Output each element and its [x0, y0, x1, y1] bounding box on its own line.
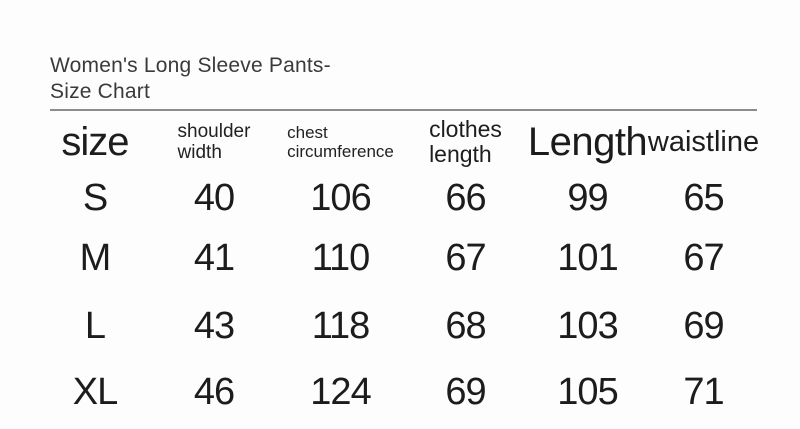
row-s-size-label: S	[82, 176, 108, 219]
row-xl-length: 105	[557, 370, 618, 413]
row-xl-size-label: XL	[72, 370, 118, 413]
column-header-clothes-length-line-1: clothes	[429, 116, 502, 142]
column-header-chest-circumference-line-2: circumference	[287, 142, 394, 161]
column-header-clothes-length	[403, 111, 528, 173]
row-s-length: 99	[567, 176, 608, 219]
row-m-length: 101	[557, 236, 618, 279]
column-header-length	[528, 111, 647, 173]
column-header-shoulder-width	[150, 111, 278, 173]
column-header-waistline	[647, 111, 760, 173]
column-header-clothes-length-line-2: length	[429, 141, 492, 167]
row-xl-waistline: 71	[683, 370, 724, 413]
column-header-shoulder-width-line-1: shoulder	[177, 121, 251, 142]
column-header-size-label: size	[61, 119, 129, 164]
row-l-size-label: L	[84, 304, 106, 347]
column-header-chest-circumference-line-1: chest	[287, 123, 328, 142]
column-header-size	[40, 111, 150, 173]
page-title-line-1: Women's Long Sleeve Pants-	[50, 54, 331, 77]
column-header-chest-circumference	[278, 111, 403, 173]
column-header-waistline-label: waistline	[647, 125, 760, 158]
row-m-size-label: M	[79, 236, 111, 279]
page-title-line-2: Size Chart	[50, 80, 151, 103]
row-l-chest-circumference: 118	[311, 304, 370, 347]
column-header-shoulder-width-line-2: width	[177, 142, 222, 163]
row-s-shoulder-width: 40	[193, 176, 235, 219]
row-l-waistline: 69	[683, 304, 724, 347]
page-title	[50, 53, 331, 105]
row-l-length: 103	[557, 304, 618, 347]
row-l-shoulder-width: 43	[193, 304, 235, 347]
row-s-clothes-length: 66	[445, 176, 486, 219]
row-l-clothes-length: 68	[445, 304, 486, 347]
row-m-waistline: 67	[683, 236, 724, 279]
row-xl-chest-circumference: 124	[310, 370, 371, 413]
size-chart-table	[40, 111, 760, 425]
row-xl-shoulder-width: 46	[193, 370, 235, 413]
row-m-shoulder-width: 41	[193, 236, 235, 279]
row-m-chest-circumference: 110	[311, 236, 370, 279]
row-m-clothes-length: 67	[445, 236, 486, 279]
row-s-waistline: 65	[683, 176, 724, 219]
row-xl-clothes-length: 69	[445, 370, 486, 413]
column-header-length-label: Length	[527, 119, 648, 164]
row-s-chest-circumference: 106	[310, 176, 371, 219]
